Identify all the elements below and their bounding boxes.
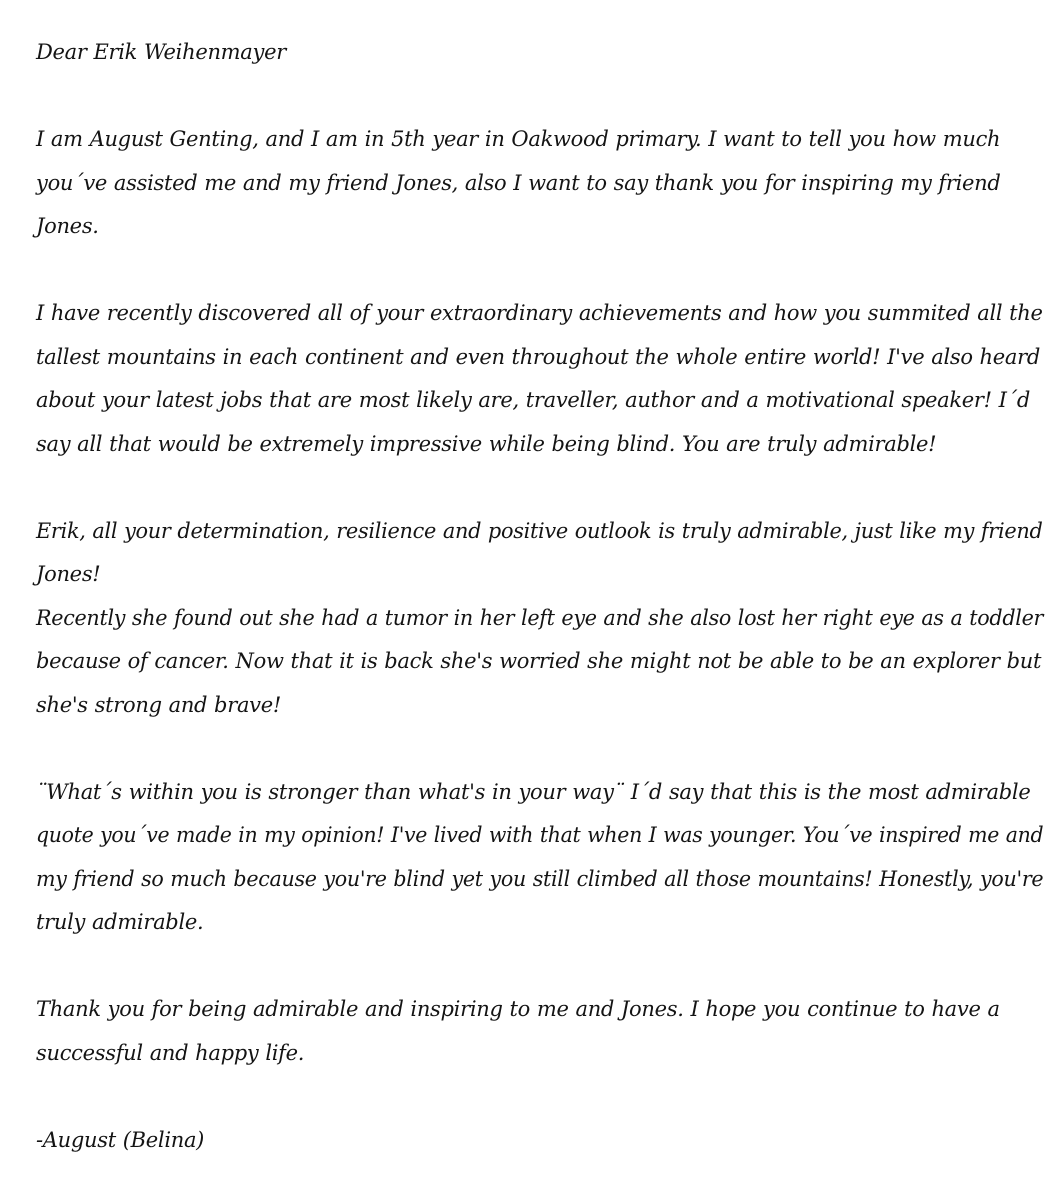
- paragraph-3-line: she's strong and brave!: [36, 692, 281, 717]
- paragraph-1-line: I am August Genting, and I am in 5th year in Oakwood primary. I want to tell you how much: [36, 127, 1001, 151]
- paragraph-3: [36, 510, 1042, 728]
- paragraph-gap: [36, 945, 1042, 989]
- paragraph-4-line: my friend so much because you're blind yet you still climbed all those mountains! Honestly, you're: [36, 866, 1044, 891]
- paragraph-4-line: quote you´ve made in my opinion! I've lived with that when I was younger. You´ve inspired me and: [36, 823, 1044, 847]
- paragraph-1-line: you´ve assisted me and my friend Jones, also I want to say thank you for inspiring my friend: [36, 170, 1001, 195]
- paragraph-gap: [36, 75, 1042, 119]
- paragraph-2: [36, 292, 1042, 466]
- paragraph-5-line: Thank you for being admirable and inspiring to me and Jones. I hope you continue to have a: [36, 997, 1000, 1021]
- paragraph-3-line: Erik, all your determination, resilience and positive outlook is truly admirable, just like my friend: [36, 518, 1043, 543]
- paragraph-gap: [36, 249, 1042, 293]
- paragraph-gap: [36, 727, 1042, 771]
- paragraph-1: [36, 118, 1042, 249]
- paragraph-4-line: truly admirable.: [36, 910, 204, 934]
- paragraph-5-line: successful and happy life.: [36, 1040, 305, 1065]
- paragraph-gap: [36, 466, 1042, 510]
- paragraph-3-line: because of cancer. Now that it is back she's worried she might not be able to be an explorer but: [36, 649, 1042, 673]
- paragraph-gap: [36, 1075, 1042, 1119]
- paragraph-2-line: tallest mountains in each continent and even throughout the whole entire world! I've also heard: [36, 344, 1041, 369]
- paragraph-5: [36, 988, 1042, 1075]
- letter-signature: -August (Belina): [36, 1127, 205, 1152]
- paragraph-4-line: ¨What´s within you is stronger than what's in your way¨ I´d say that this is the most admirable: [36, 779, 1031, 804]
- paragraph-1-line: Jones.: [36, 214, 99, 238]
- letter: [36, 31, 1042, 1162]
- paragraph-2-line: I have recently discovered all of your extraordinary achievements and how you summited all the: [36, 301, 1043, 325]
- paragraph-3-line: Jones!: [36, 562, 101, 586]
- paragraph-2-line: about your latest jobs that are most likely are, traveller, author and a motivational speaker! I´d: [36, 388, 1031, 412]
- letter-greeting: Dear Erik Weihenmayer: [36, 40, 286, 64]
- paragraph-2-line: say all that would be extremely impressive while being blind. You are truly admirable!: [36, 431, 937, 456]
- paragraph-3-line: Recently she found out she had a tumor in her left eye and she also lost her right eye as a toddler: [36, 605, 1044, 630]
- paragraph-4: [36, 771, 1042, 945]
